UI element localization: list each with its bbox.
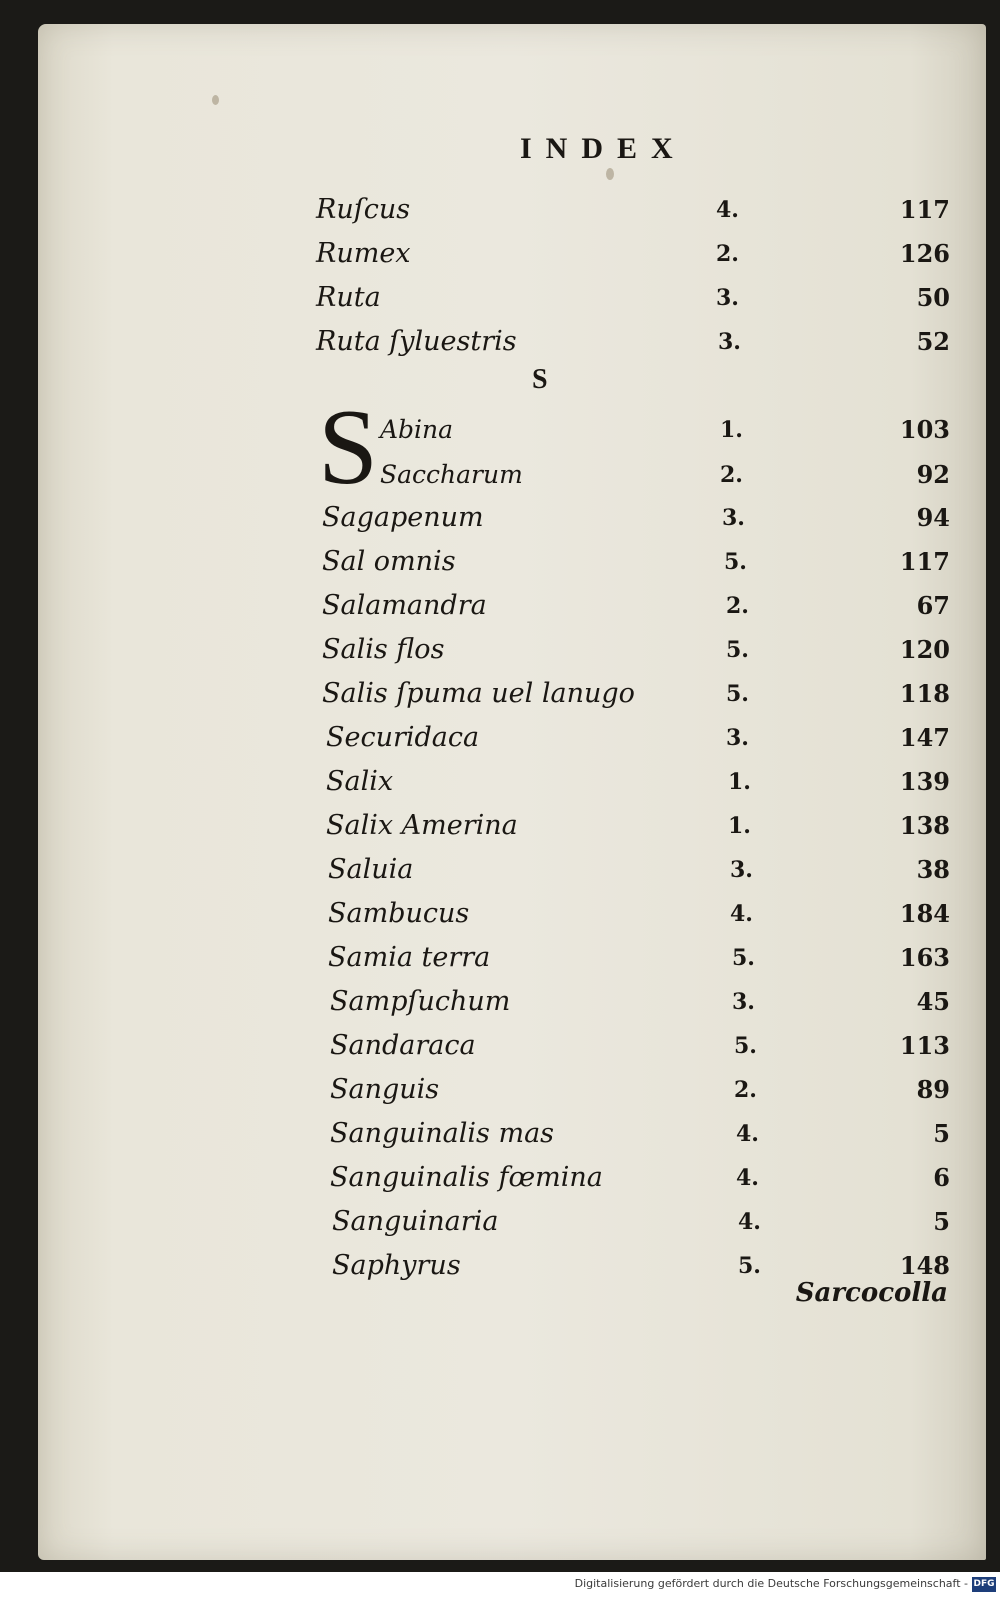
entry-book-number: 5. bbox=[738, 1253, 761, 1279]
entry-chapter-number: 52 bbox=[916, 327, 950, 356]
index-entry bbox=[0, 1070, 1000, 1110]
index-entry bbox=[0, 410, 1000, 450]
index-entry bbox=[0, 1114, 1000, 1154]
entry-term: Sanguinaria bbox=[332, 1206, 499, 1237]
entry-book-number: 5. bbox=[726, 637, 749, 663]
entry-chapter-number: 184 bbox=[899, 899, 950, 928]
catchword: Sarcocolla bbox=[795, 1278, 948, 1308]
entry-chapter-number: 94 bbox=[916, 503, 950, 532]
entry-book-number: 5. bbox=[726, 681, 749, 707]
entry-book-number: 1. bbox=[728, 813, 751, 839]
index-entry bbox=[0, 850, 1000, 890]
entry-term: Saccharum bbox=[380, 460, 523, 489]
entry-chapter-number: 6 bbox=[933, 1163, 950, 1192]
index-entry bbox=[0, 1202, 1000, 1242]
entry-term: Sanguinalis fœmina bbox=[330, 1162, 603, 1193]
entry-term: Salis ſpuma uel lanugo bbox=[322, 678, 635, 709]
entry-term: Sagapenum bbox=[322, 502, 484, 533]
entry-chapter-number: 163 bbox=[899, 943, 950, 972]
entry-chapter-number: 92 bbox=[916, 460, 950, 489]
entry-chapter-number: 45 bbox=[916, 987, 950, 1016]
index-entry bbox=[0, 718, 1000, 758]
entry-chapter-number: 138 bbox=[899, 811, 950, 840]
entry-chapter-number: 103 bbox=[899, 415, 950, 444]
entry-chapter-number: 126 bbox=[899, 239, 950, 268]
entry-term: Salamandra bbox=[322, 590, 487, 621]
entry-term: Salix bbox=[326, 766, 394, 797]
entry-book-number: 1. bbox=[728, 769, 751, 795]
index-entry bbox=[0, 586, 1000, 626]
drop-cap: S bbox=[318, 388, 379, 507]
entry-chapter-number: 148 bbox=[899, 1251, 950, 1280]
entry-term: Rumex bbox=[316, 238, 411, 269]
entry-term: Ruſcus bbox=[316, 194, 411, 225]
index-entry bbox=[0, 322, 1000, 362]
ink-spot bbox=[606, 168, 614, 180]
entry-book-number: 3. bbox=[718, 329, 741, 355]
index-entry bbox=[0, 982, 1000, 1022]
entry-chapter-number: 113 bbox=[899, 1031, 950, 1060]
entry-term: Ruta ſyluestris bbox=[316, 326, 517, 357]
footer-credit: Digitalisierung gefördert durch die Deutsche Forschungsgemeinschaft - bbox=[574, 1577, 968, 1590]
entry-book-number: 4. bbox=[736, 1121, 759, 1147]
entry-term: Sanguinalis mas bbox=[330, 1118, 555, 1149]
entry-term: Ruta bbox=[316, 282, 381, 313]
dfg-logo-icon: DFG bbox=[972, 1577, 996, 1592]
entry-book-number: 5. bbox=[724, 549, 747, 575]
entry-chapter-number: 139 bbox=[899, 767, 950, 796]
entry-book-number: 2. bbox=[726, 593, 749, 619]
entry-chapter-number: 50 bbox=[916, 283, 950, 312]
entry-chapter-number: 5 bbox=[933, 1207, 950, 1236]
entry-book-number: 5. bbox=[732, 945, 755, 971]
entry-book-number: 3. bbox=[722, 505, 745, 531]
entry-book-number: 1. bbox=[720, 417, 743, 443]
digitization-footer bbox=[0, 1572, 1000, 1598]
entry-book-number: 4. bbox=[736, 1165, 759, 1191]
index-entry bbox=[0, 234, 1000, 274]
entry-term: Securidaca bbox=[326, 722, 480, 753]
entry-chapter-number: 120 bbox=[899, 635, 950, 664]
index-entry bbox=[0, 1158, 1000, 1198]
entry-book-number: 4. bbox=[716, 197, 739, 223]
entry-term: Salis flos bbox=[322, 634, 445, 665]
index-entry bbox=[0, 190, 1000, 230]
entry-term: Saphyrus bbox=[332, 1250, 461, 1281]
index-entry bbox=[0, 1026, 1000, 1066]
entry-book-number: 2. bbox=[734, 1077, 757, 1103]
index-entry bbox=[0, 498, 1000, 538]
entry-book-number: 2. bbox=[716, 241, 739, 267]
entry-chapter-number: 38 bbox=[916, 855, 950, 884]
entry-book-number: 4. bbox=[730, 901, 753, 927]
entry-chapter-number: 67 bbox=[916, 591, 950, 620]
index-entry bbox=[0, 674, 1000, 714]
entry-term: Sampſuchum bbox=[330, 986, 511, 1017]
entry-chapter-number: 89 bbox=[916, 1075, 950, 1104]
entry-term: Sanguis bbox=[330, 1074, 440, 1105]
entry-book-number: 3. bbox=[730, 857, 753, 883]
entry-chapter-number: 147 bbox=[899, 723, 950, 752]
index-entry bbox=[0, 630, 1000, 670]
entry-book-number: 4. bbox=[738, 1209, 761, 1235]
entry-book-number: 3. bbox=[726, 725, 749, 751]
entry-chapter-number: 118 bbox=[899, 679, 950, 708]
entry-chapter-number: 117 bbox=[899, 547, 950, 576]
index-entry bbox=[0, 278, 1000, 318]
entry-term: Salix Amerina bbox=[326, 810, 518, 841]
entry-term: Samia terra bbox=[328, 942, 491, 973]
index-entry bbox=[0, 542, 1000, 582]
entry-book-number: 3. bbox=[716, 285, 739, 311]
entry-book-number: 3. bbox=[732, 989, 755, 1015]
entry-book-number: 2. bbox=[720, 462, 743, 488]
index-entry bbox=[0, 762, 1000, 802]
index-entry bbox=[0, 806, 1000, 846]
entry-term: Saluia bbox=[328, 854, 414, 885]
entry-chapter-number: 117 bbox=[899, 195, 950, 224]
index-entry bbox=[0, 938, 1000, 978]
entry-term: Abina bbox=[380, 415, 454, 444]
entry-chapter-number: 5 bbox=[933, 1119, 950, 1148]
index-entry bbox=[0, 455, 1000, 495]
entry-book-number: 5. bbox=[734, 1033, 757, 1059]
section-letter: S bbox=[532, 364, 548, 395]
entry-term: Sandaraca bbox=[330, 1030, 476, 1061]
entry-term: Sal omnis bbox=[322, 546, 456, 577]
ink-spot bbox=[212, 95, 219, 105]
index-entry bbox=[0, 894, 1000, 934]
entry-term: Sambucus bbox=[328, 898, 470, 929]
index-heading: INDEX bbox=[520, 132, 687, 165]
